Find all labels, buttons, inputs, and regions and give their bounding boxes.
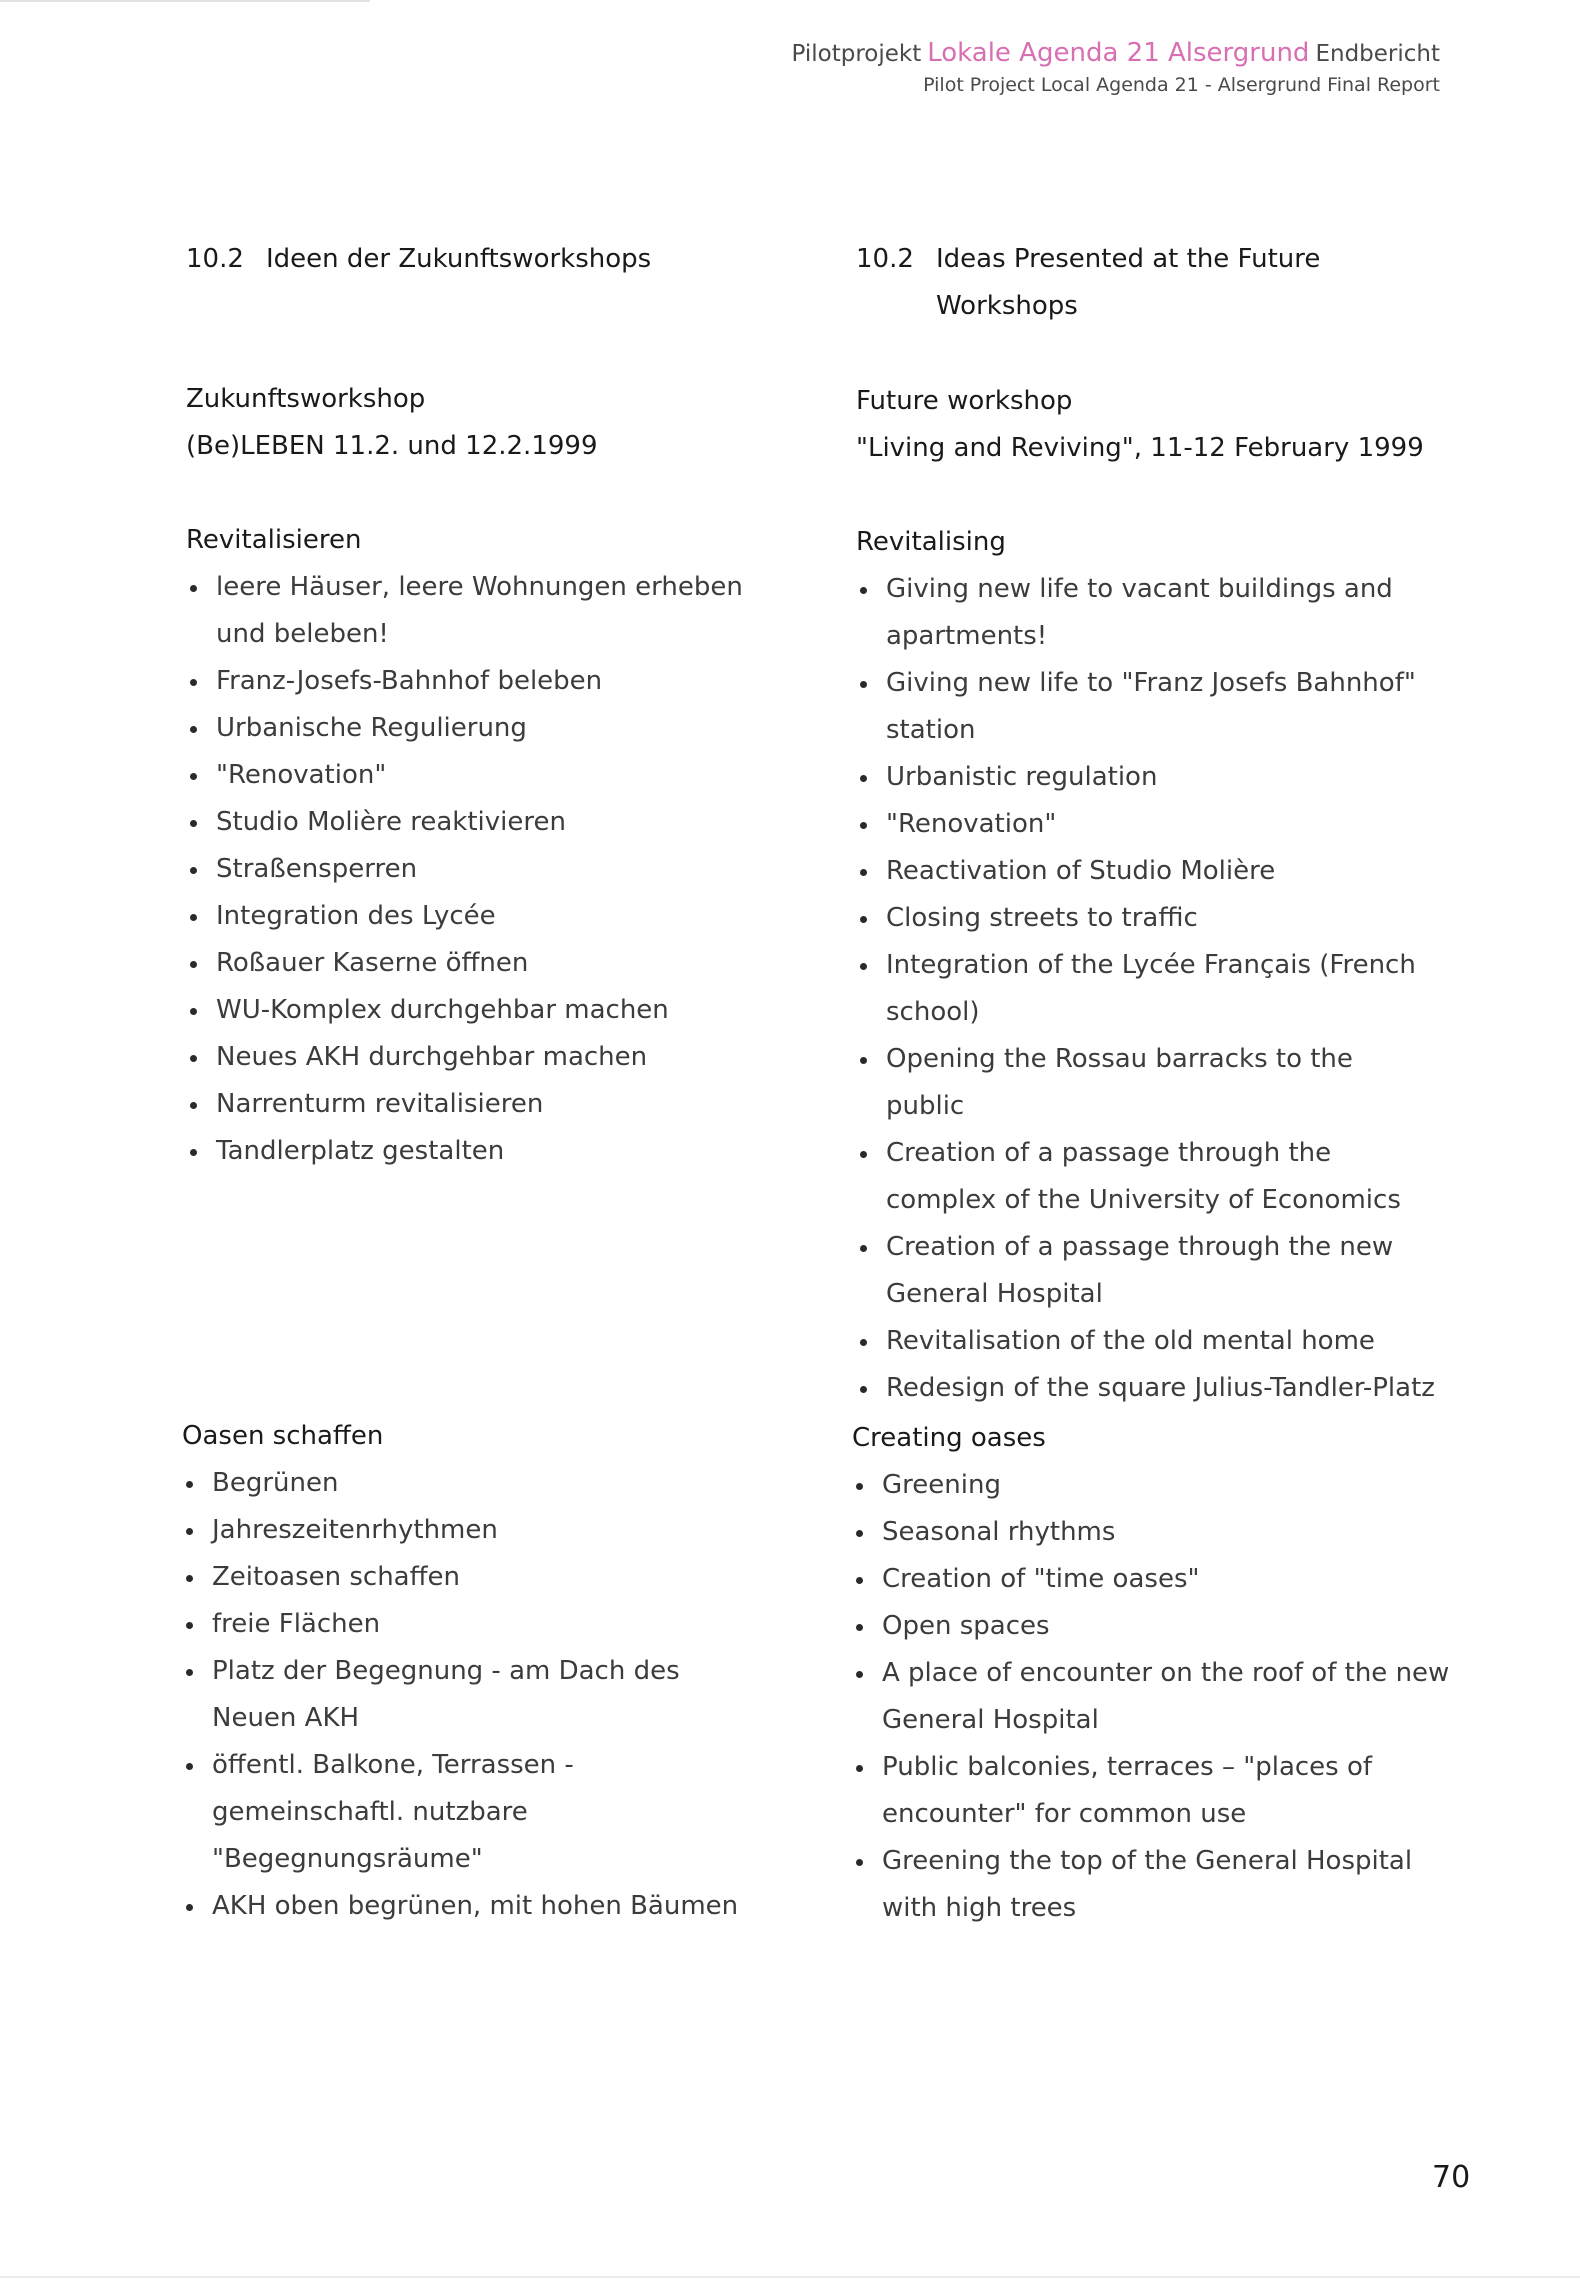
list-item: "Renovation" <box>186 752 766 799</box>
section-number-en: 10.2 <box>856 244 914 274</box>
list-item: Greening <box>852 1462 1452 1509</box>
list-item: Opening the Rossau barracks to the public <box>856 1036 1436 1130</box>
page-number: 70 <box>1432 2160 1471 2195</box>
german-workshop-title <box>186 376 786 470</box>
list-item: Creation of a passage through the complex of the University of Economics <box>856 1130 1436 1224</box>
group-title-de-2: Oasen schaffen <box>182 1421 384 1451</box>
list-item: öffentl. Balkone, Terrassen - gemeinschaftl. nutzbare "Begegnungsräume" <box>182 1742 772 1883</box>
list-item: leere Häuser, leere Wohnungen erheben und beleben! <box>186 564 766 658</box>
list-item: freie Flächen <box>182 1601 772 1648</box>
german-group-oasen <box>182 1413 772 1930</box>
bullet-list-en-1 <box>856 566 1436 1412</box>
list-item: Open spaces <box>852 1603 1452 1650</box>
english-group-oases <box>852 1415 1452 1932</box>
list-item: Franz-Josefs-Bahnhof beleben <box>186 658 766 705</box>
bullet-list-en-2 <box>852 1462 1452 1932</box>
list-item: Narrenturm revitalisieren <box>186 1081 766 1128</box>
header-line2: Pilot Project Local Agenda 21 - Alsergrund Final Report <box>923 74 1440 96</box>
list-item: Begrünen <box>182 1460 772 1507</box>
workshop-line2-de: (Be)LEBEN 11.2. und 12.2.1999 <box>186 431 598 461</box>
list-item: Giving new life to "Franz Josefs Bahnhof" station <box>856 660 1436 754</box>
header-prefix: Pilotprojekt <box>791 41 922 67</box>
list-item: AKH oben begrünen, mit hohen Bäumen <box>182 1883 772 1930</box>
section-title-en: Ideas Presented at the Future Workshops <box>936 244 1321 321</box>
header-line1 <box>792 36 1441 71</box>
list-item: Reactivation of Studio Molière <box>856 848 1436 895</box>
workshop-line1-de: Zukunftsworkshop <box>186 384 426 414</box>
bullet-list-de-2 <box>182 1460 772 1930</box>
list-item: Creation of a passage through the new General Hospital <box>856 1224 1436 1318</box>
list-item: WU-Komplex durchgehbar machen <box>186 987 766 1034</box>
list-item: Public balconies, terraces – "places of encounter" for common use <box>852 1744 1452 1838</box>
bottom-rule <box>0 2276 1580 2278</box>
header-suffix: Endbericht <box>1315 41 1440 67</box>
english-workshop-title <box>856 378 1456 472</box>
section-number-de: 10.2 <box>186 244 244 274</box>
list-item: Greening the top of the General Hospital with high trees <box>852 1838 1452 1932</box>
list-item: Jahreszeitenrhythmen <box>182 1507 772 1554</box>
english-section-heading <box>856 236 1376 330</box>
top-rule <box>0 0 370 2</box>
group-title-en-1: Revitalising <box>856 527 1006 557</box>
list-item: Roßauer Kaserne öffnen <box>186 940 766 987</box>
german-section-heading <box>186 236 766 283</box>
list-item: Revitalisation of the old mental home <box>856 1318 1436 1365</box>
bullet-list-de-1 <box>186 564 766 1175</box>
group-title-en-2: Creating oases <box>852 1423 1046 1453</box>
list-item: "Renovation" <box>856 801 1436 848</box>
list-item: Tandlerplatz gestalten <box>186 1128 766 1175</box>
list-item: Closing streets to traffic <box>856 895 1436 942</box>
page-header <box>792 36 1441 99</box>
list-item: Integration of the Lycée Français (French school) <box>856 942 1436 1036</box>
section-title-de: Ideen der Zukunftsworkshops <box>266 244 652 274</box>
list-item: Creation of "time oases" <box>852 1556 1452 1603</box>
german-group-revitalisieren <box>186 517 766 1175</box>
list-item: Urbanische Regulierung <box>186 705 766 752</box>
workshop-line1-en: Future workshop <box>856 386 1073 416</box>
list-item: Platz der Begegnung - am Dach des Neuen AKH <box>182 1648 772 1742</box>
list-item: Giving new life to vacant buildings and apartments! <box>856 566 1436 660</box>
list-item: A place of encounter on the roof of the new General Hospital <box>852 1650 1452 1744</box>
group-title-de-1: Revitalisieren <box>186 525 362 555</box>
list-item: Urbanistic regulation <box>856 754 1436 801</box>
workshop-line2-en: "Living and Reviving", 11-12 February 1999 <box>856 433 1424 463</box>
list-item: Zeitoasen schaffen <box>182 1554 772 1601</box>
list-item: Seasonal rhythms <box>852 1509 1452 1556</box>
header-accent-title: Lokale Agenda 21 Alsergrund <box>927 38 1310 68</box>
list-item: Studio Molière reaktivieren <box>186 799 766 846</box>
english-group-revitalising <box>856 519 1436 1412</box>
list-item: Redesign of the square Julius-Tandler-Platz <box>856 1365 1436 1412</box>
list-item: Integration des Lycée <box>186 893 766 940</box>
list-item: Straßensperren <box>186 846 766 893</box>
list-item: Neues AKH durchgehbar machen <box>186 1034 766 1081</box>
